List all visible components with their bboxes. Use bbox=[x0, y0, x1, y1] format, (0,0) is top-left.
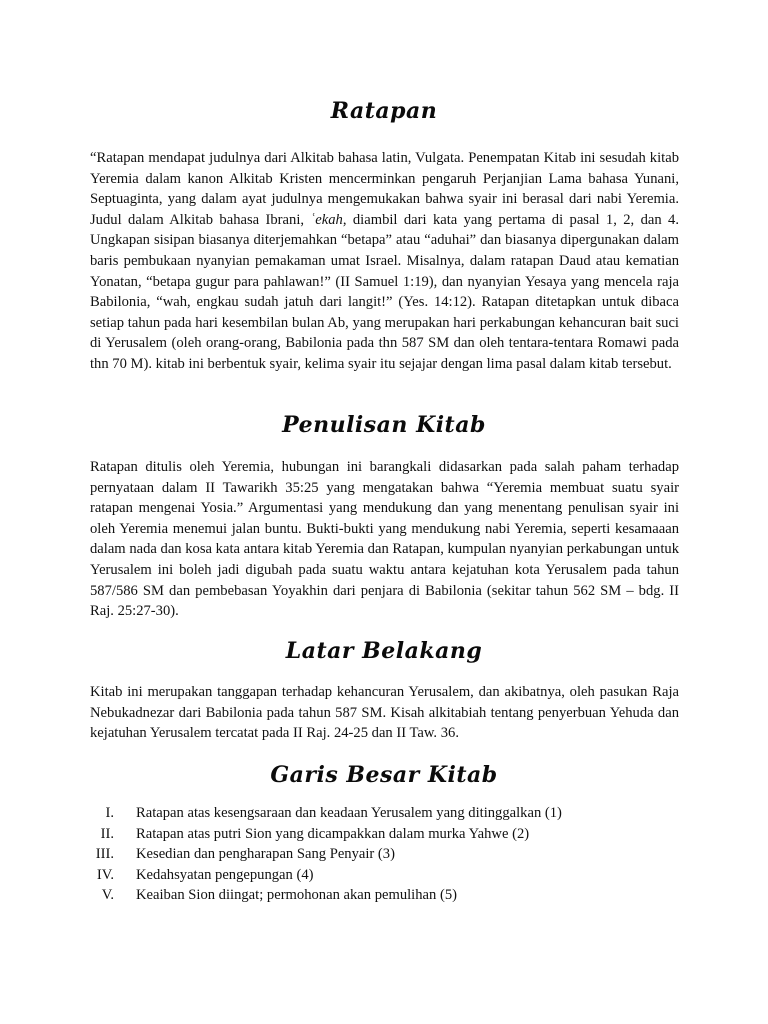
section-title-latar: Latar Belakang bbox=[285, 638, 483, 664]
list-item-text: Ratapan atas putri Sion yang dicampakkan dalam murka Yahwe (2) bbox=[136, 825, 530, 842]
list-item-text: Ratapan atas kesengsaraan dan keadaan Yerusalem yang ditinggalkan (1) bbox=[136, 805, 562, 821]
paragraph-intro-part2: , diambil dari kata yang pertama di pasal 1, 2, dan 4. Ungkapan sisipan biasanya diterjemahkan “betapa” atau “aduhai” dan biasanya dipergunakan dalam baris pembukaan nyanyian pemakaman umat Israel. Misalnya, dalam ratapan Daud atau kematian Yonatan, “betapa gugur para pahlawan!” (II Samuel 1:19), dan nyanyian Yesaya yang mencela raja Babilonia, “wah, engkau sudah jatuh dari langit!” (Yes. 14:12). Ratapan ditetapkan untuk dibaca setiap tahun pada hari kesembilan bulan Ab, yang merupakan hari perkabungan kehancuran bait suci di Yerusalem (oleh orang-orang, Babilonia pada thn 587 SM dan oleh tentara-tentara Romawi pada thn 70 M). kitab ini berbentuk syair, kelima syair itu sejajar dengan lima pasal dalam kitab tersebut. bbox=[90, 211, 679, 372]
paragraph-intro-italic-word: ʿekah bbox=[310, 211, 343, 228]
list-item-number: IV. bbox=[96, 866, 114, 883]
section-title-garis-besar: Garis Besar Kitab bbox=[270, 762, 498, 788]
section-title-ratapan: Ratapan bbox=[330, 98, 438, 124]
list-item bbox=[90, 803, 690, 824]
list-item bbox=[90, 885, 690, 906]
section-title-penulisan: Penulisan Kitab bbox=[282, 412, 486, 438]
list-item bbox=[90, 844, 690, 865]
list-item-number: I. bbox=[105, 805, 114, 821]
list-item-number: II. bbox=[100, 825, 114, 842]
list-item bbox=[90, 824, 690, 845]
list-item-number: V. bbox=[101, 887, 114, 904]
paragraph-intro-part1: “Ratapan mendapat judulnya dari Alkitab bahasa latin, Vulgata. Penempatan Kitab ini sesudah kitab Yeremia dalam kanon Alkitab Kristen mencerminkan pengaruh Perjanjian Lama bahasa Yunani, Septuaginta, yang dalam ayat judulnya mengemukakan bahwa syair ini berasal dari nabi Yeremia. Judul dalam Alkitab bahasa Ibrani, bbox=[90, 150, 679, 228]
paragraph-intro bbox=[90, 148, 679, 375]
outline-list bbox=[90, 803, 690, 906]
list-item-text: Keaiban Sion diingat; permohonan akan pemulihan (5) bbox=[136, 887, 457, 904]
list-item-number: III. bbox=[95, 846, 114, 863]
list-item-text: Kesedian dan pengharapan Sang Penyair (3) bbox=[136, 846, 395, 863]
paragraph-penulisan: Ratapan ditulis oleh Yeremia, hubungan ini barangkali didasarkan pada salah paham terhadap pernyataan dalam II Tawarikh 35:25 yang mengatakan bahwa “Yeremia membuat suatu syair ratapan mengenai Yosia.” Argumentasi yang mendukung dan yang menentang penulisan syair ini oleh Yeremia menemui jalan buntu. Bukti-bukti yang mendukung nabi Yeremia, seperti kesamaaan dalam nada dan kosa kata antara kitab Yeremia dan Ratapan, kumpulan nyanyian perkabungan untuk Yerusalem ini boleh jadi digubah pada suatu waktu antara kejatuhan kota Yerusalem pada tahun 587/586 SM dan pembebasan Yoyakhin dari penjara di Babilonia (sekitar tahun 562 SM – bdg. II Raj. 25:27-30). bbox=[90, 459, 679, 620]
paragraph-latar: Kitab ini merupakan tanggapan terhadap kehancuran Yerusalem, dan akibatnya, oleh pasukan Raja Nebukadnezar dari Babilonia pada tahun 587 SM. Kisah alkitabiah tentang penyerbuan Yehuda dan kejatuhan Yerusalem tercatat pada II Raj. 24-25 dan II Taw. 36. bbox=[90, 684, 679, 742]
list-item-text: Kedahsyatan pengepungan (4) bbox=[136, 866, 314, 883]
list-item bbox=[90, 865, 690, 886]
